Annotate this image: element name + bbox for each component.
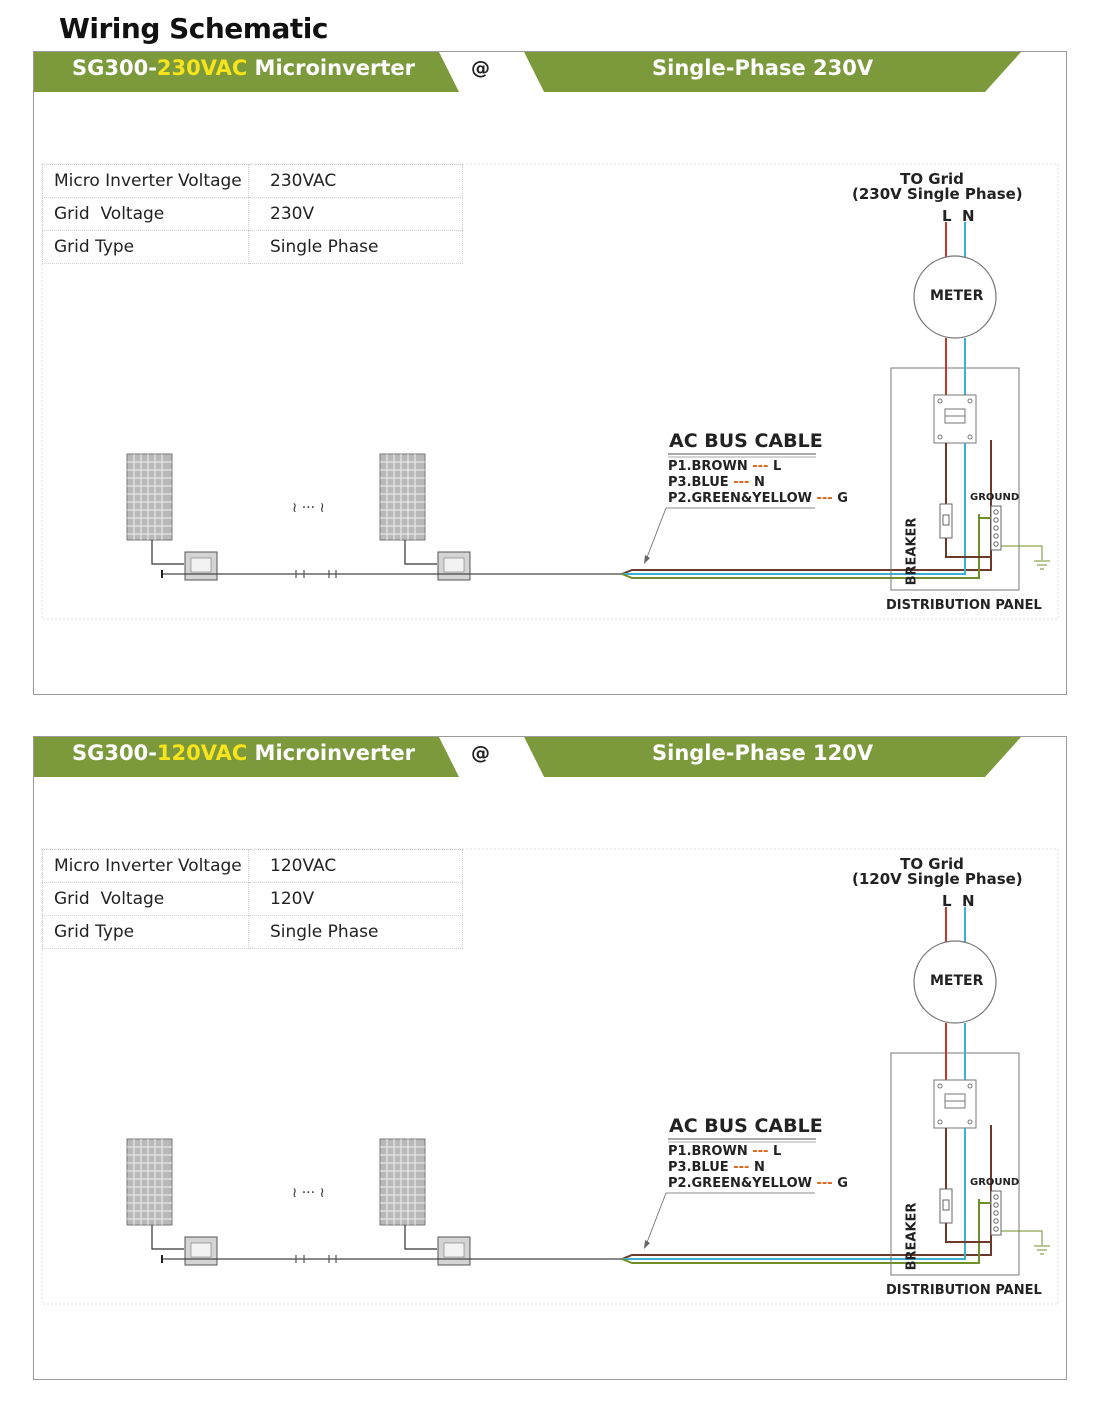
spec-key: Micro Inverter Voltage (43, 850, 249, 883)
table-row (43, 883, 463, 916)
solar-panel-icon (127, 454, 172, 540)
at-symbol: @ (471, 57, 490, 79)
spec-value: Single Phase (249, 231, 463, 264)
table-row (43, 165, 463, 198)
cable-p2 (668, 1176, 848, 1191)
model-voltage: 120VAC (156, 741, 248, 765)
breaker-label: BREAKER (904, 517, 920, 586)
model-suffix: Microinverter (247, 56, 415, 80)
ellipsis-icon: ≀ ··· ≀ (292, 500, 325, 516)
cable-dash: --- (733, 1160, 750, 1175)
spec-key: Grid Type (43, 231, 249, 264)
cable-p3 (668, 1160, 765, 1175)
spec-value: Single Phase (249, 916, 463, 949)
cable-p3 (668, 475, 765, 490)
cable-p2 (668, 491, 848, 506)
spec-value: 120V (249, 883, 463, 916)
model-title (72, 56, 415, 80)
at-symbol: @ (471, 742, 490, 764)
table-row (43, 198, 463, 231)
ground-label: GROUND (970, 492, 1020, 503)
ln-label: L N (942, 207, 975, 225)
solar-panel-icon (127, 1139, 172, 1225)
cable-dash: --- (816, 1176, 833, 1191)
distribution-panel-label: DISTRIBUTION PANEL (886, 1283, 1042, 1298)
table-row (43, 850, 463, 883)
meter-label: METER (930, 288, 984, 304)
ellipsis-icon: ≀ ··· ≀ (292, 1185, 325, 1201)
grid-label (852, 170, 1023, 203)
solar-panel-icon (380, 454, 425, 540)
ground-label: GROUND (970, 1177, 1020, 1188)
cable-p1 (668, 1144, 781, 1159)
model-voltage: 230VAC (156, 56, 248, 80)
cable-dash: --- (816, 491, 833, 506)
cable-p2-end: G (837, 1176, 848, 1191)
cable-p2-name: P2.GREEN&YELLOW (668, 1176, 812, 1191)
grid-line2: (120V Single Phase) (852, 870, 1023, 888)
model-title (72, 741, 415, 765)
microinverter-icon (438, 552, 470, 580)
ac-bus-cable-title: AC BUS CABLE (669, 1115, 823, 1137)
ground-bar-icon (991, 1191, 1001, 1235)
breaker-label: BREAKER (904, 1202, 920, 1271)
cable-p3-end: N (753, 475, 765, 490)
spec-table (42, 849, 463, 949)
spec-value: 230VAC (249, 165, 463, 198)
spec-key: Grid Voltage (43, 198, 249, 231)
grid-line1: TO Grid (900, 855, 964, 873)
main-switch-icon (934, 395, 976, 443)
cable-dash: --- (752, 459, 769, 474)
microinverter-icon (185, 1237, 217, 1265)
spec-table (42, 164, 463, 264)
cable-p3-name: P3.BLUE (668, 475, 729, 490)
model-suffix: Microinverter (247, 741, 415, 765)
earth-ground-icon (1034, 1246, 1050, 1254)
grid-line1: TO Grid (900, 170, 964, 188)
ac-bus-cable-title: AC BUS CABLE (669, 430, 823, 452)
main-switch-icon (934, 1080, 976, 1128)
schematic-panel (33, 736, 1067, 1380)
spec-value: 230V (249, 198, 463, 231)
cable-p1-end: L (772, 459, 782, 474)
phase-title: Single-Phase 230V (652, 56, 874, 80)
schematic-panel (33, 51, 1067, 695)
grid-line2: (230V Single Phase) (852, 185, 1023, 203)
ln-label: L N (942, 892, 975, 910)
cable-dash: --- (733, 475, 750, 490)
spec-key: Grid Type (43, 916, 249, 949)
cable-p1-end: L (772, 1144, 782, 1159)
cable-p2-name: P2.GREEN&YELLOW (668, 491, 812, 506)
cable-p3-end: N (753, 1160, 765, 1175)
model-prefix: SG300- (72, 741, 157, 765)
spec-key: Micro Inverter Voltage (43, 165, 249, 198)
distribution-panel-label: DISTRIBUTION PANEL (886, 598, 1042, 613)
cable-p1 (668, 459, 781, 474)
phase-title: Single-Phase 120V (652, 741, 874, 765)
meter-label: METER (930, 973, 984, 989)
spec-value: 120VAC (249, 850, 463, 883)
solar-panel-icon (380, 1139, 425, 1225)
microinverter-icon (185, 552, 217, 580)
grid-label (852, 855, 1023, 888)
cable-p1-name: P1.BROWN (668, 459, 748, 474)
breaker-icon (940, 504, 952, 538)
earth-ground-icon (1034, 561, 1050, 569)
table-row (43, 916, 463, 949)
cable-dash: --- (752, 1144, 769, 1159)
cable-p3-name: P3.BLUE (668, 1160, 729, 1175)
cable-p1-name: P1.BROWN (668, 1144, 748, 1159)
cable-p2-end: G (837, 491, 848, 506)
spec-key: Grid Voltage (43, 883, 249, 916)
breaker-icon (940, 1189, 952, 1223)
page-title: Wiring Schematic (59, 12, 328, 45)
microinverter-icon (438, 1237, 470, 1265)
ground-bar-icon (991, 506, 1001, 550)
model-prefix: SG300- (72, 56, 157, 80)
table-row (43, 231, 463, 264)
